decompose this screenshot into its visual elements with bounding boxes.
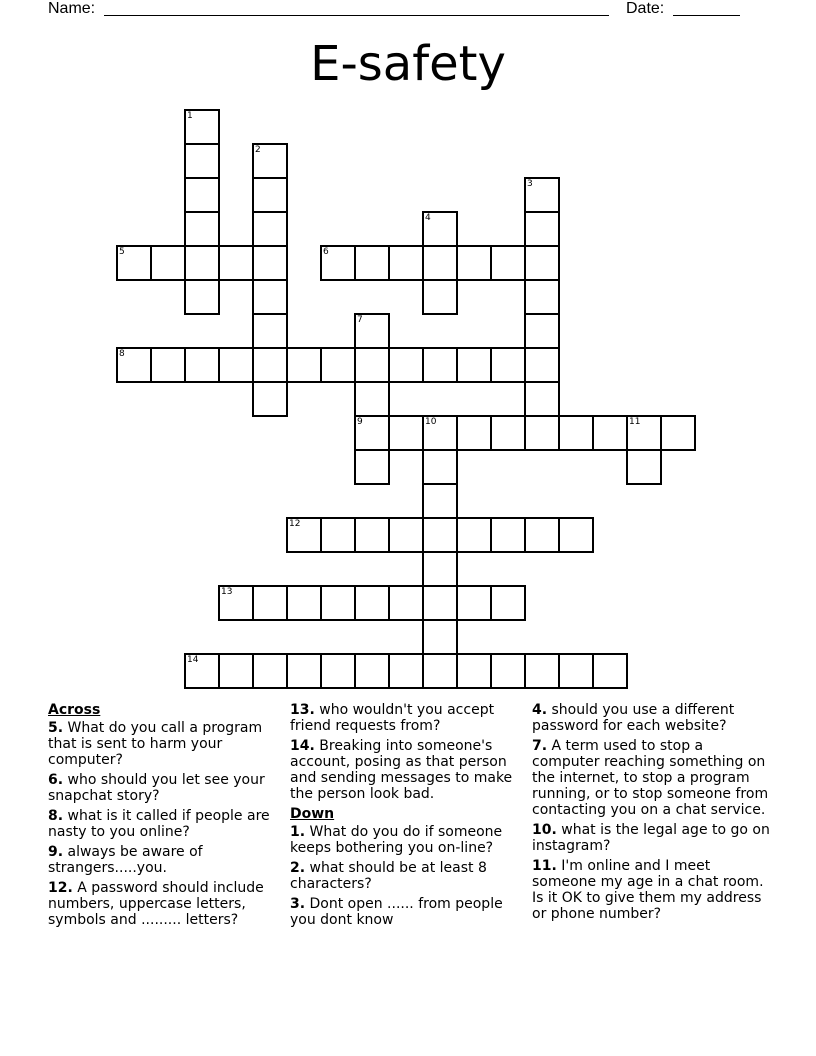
grid-cell[interactable]	[490, 653, 526, 689]
grid-cell[interactable]	[218, 245, 254, 281]
grid-cell[interactable]	[422, 517, 458, 553]
grid-cell[interactable]	[354, 653, 390, 689]
grid-cell[interactable]	[388, 653, 424, 689]
grid-cell[interactable]	[626, 449, 662, 485]
clue-number: 10.	[532, 822, 557, 838]
clue-number: 12.	[48, 880, 73, 896]
cell-number: 14	[187, 655, 199, 665]
clue-text: should you use a different password for each website?	[532, 702, 735, 734]
grid-cell[interactable]	[524, 347, 560, 383]
grid-cell[interactable]	[184, 109, 220, 145]
grid-cell[interactable]	[558, 653, 594, 689]
clue-text: I'm online and I meet someone my age in a chat room. Is it OK to give them my address or phone number?	[532, 858, 764, 922]
clue-across-8	[48, 808, 280, 840]
grid-cell[interactable]	[354, 449, 390, 485]
grid-cell[interactable]	[524, 313, 560, 349]
clue-text: Dont open ...... from people you dont know	[290, 896, 503, 928]
grid-cell[interactable]	[592, 653, 628, 689]
grid-cell[interactable]	[456, 245, 492, 281]
grid-cell[interactable]	[184, 177, 220, 213]
grid-cell[interactable]	[524, 653, 560, 689]
cell-number: 11	[629, 417, 641, 427]
clue-number: 7.	[532, 738, 548, 754]
grid-cell[interactable]	[252, 279, 288, 315]
grid-cell[interactable]	[150, 347, 186, 383]
grid-cell[interactable]	[354, 347, 390, 383]
grid-cell[interactable]	[286, 517, 322, 553]
grid-cell[interactable]	[524, 177, 560, 213]
grid-cell[interactable]	[218, 347, 254, 383]
clues-column-1	[48, 702, 280, 932]
clue-down-11	[532, 858, 772, 922]
grid-cell[interactable]	[252, 347, 288, 383]
clue-text: Breaking into someone's account, posing as that person and sending messages to make the person look bad.	[290, 738, 513, 802]
cell-number: 5	[119, 247, 125, 257]
grid-cell[interactable]	[354, 313, 390, 349]
clue-down-1	[290, 824, 526, 856]
grid-cell[interactable]	[320, 517, 356, 553]
grid-cell[interactable]	[252, 211, 288, 247]
grid-cell[interactable]	[626, 415, 662, 451]
clue-text: what should be at least 8 characters?	[290, 860, 487, 892]
grid-cell[interactable]	[252, 313, 288, 349]
clue-number: 13.	[290, 702, 315, 718]
grid-cell[interactable]	[490, 517, 526, 553]
clue-number: 3.	[290, 896, 306, 912]
clue-down-10	[532, 822, 772, 854]
grid-cell[interactable]	[592, 415, 628, 451]
grid-cell[interactable]	[524, 245, 560, 281]
grid-cell[interactable]	[184, 347, 220, 383]
grid-cell[interactable]	[490, 585, 526, 621]
grid-cell[interactable]	[184, 143, 220, 179]
clue-down-3	[290, 896, 526, 928]
cell-number: 10	[425, 417, 437, 427]
cell-number: 12	[289, 519, 301, 529]
clue-number: 11.	[532, 858, 557, 874]
grid-cell[interactable]	[354, 245, 390, 281]
grid-cell[interactable]	[354, 517, 390, 553]
grid-cell[interactable]	[252, 653, 288, 689]
clue-number: 2.	[290, 860, 306, 876]
grid-cell[interactable]	[422, 245, 458, 281]
grid-cell[interactable]	[422, 347, 458, 383]
grid-cell[interactable]	[320, 585, 356, 621]
clues-column-2	[290, 702, 526, 932]
clue-across-14	[290, 738, 526, 802]
grid-cell[interactable]	[524, 211, 560, 247]
grid-cell[interactable]	[320, 347, 356, 383]
grid-cell[interactable]	[422, 449, 458, 485]
grid-cell[interactable]	[252, 245, 288, 281]
grid-cell[interactable]	[388, 245, 424, 281]
clue-down-7	[532, 738, 772, 818]
clue-across-13	[290, 702, 526, 734]
grid-cell[interactable]	[524, 517, 560, 553]
grid-cell[interactable]	[354, 585, 390, 621]
grid-cell[interactable]	[490, 245, 526, 281]
grid-cell[interactable]	[388, 415, 424, 451]
grid-cell[interactable]	[558, 415, 594, 451]
cell-number: 6	[323, 247, 329, 257]
grid-cell[interactable]	[422, 415, 458, 451]
grid-cell[interactable]	[456, 653, 492, 689]
grid-cell[interactable]	[524, 279, 560, 315]
grid-cell[interactable]	[286, 585, 322, 621]
clue-text: What do you do if someone keeps bothering you on-line?	[290, 824, 503, 856]
grid-cell[interactable]	[286, 347, 322, 383]
clue-text: What do you call a program that is sent to harm your computer?	[48, 720, 263, 768]
clue-text: A password should include numbers, uppercase letters, symbols and ......... letters?	[48, 880, 264, 928]
grid-cell[interactable]	[252, 585, 288, 621]
grid-cell[interactable]	[422, 653, 458, 689]
grid-cell[interactable]	[422, 483, 458, 519]
cell-number: 4	[425, 213, 431, 223]
grid-cell[interactable]	[252, 143, 288, 179]
clue-across-6	[48, 772, 280, 804]
grid-cell[interactable]	[184, 653, 220, 689]
grid-cell[interactable]	[422, 279, 458, 315]
grid-cell[interactable]	[388, 347, 424, 383]
clue-number: 6.	[48, 772, 64, 788]
grid-cell[interactable]	[388, 517, 424, 553]
clues-column-3	[532, 702, 772, 926]
grid-cell[interactable]	[218, 653, 254, 689]
clue-text: what is the legal age to go on instagram?	[532, 822, 770, 854]
clue-text: A term used to stop a computer reaching something on the internet, to stop a program running, or to stop someone from contacting you on a chat service.	[532, 738, 769, 818]
clue-number: 9.	[48, 844, 64, 860]
clue-number: 14.	[290, 738, 315, 754]
clue-across-12	[48, 880, 280, 928]
clue-number: 8.	[48, 808, 64, 824]
grid-cell[interactable]	[218, 585, 254, 621]
grid-cell[interactable]	[116, 347, 152, 383]
cell-number: 9	[357, 417, 363, 427]
clue-text: always be aware of strangers.....you.	[48, 844, 203, 876]
grid-cell[interactable]	[184, 211, 220, 247]
grid-cell[interactable]	[354, 381, 390, 417]
grid-cell[interactable]	[490, 347, 526, 383]
grid-cell[interactable]	[252, 381, 288, 417]
clue-across-9	[48, 844, 280, 876]
grid-cell[interactable]	[456, 585, 492, 621]
grid-cell[interactable]	[354, 415, 390, 451]
grid-cell[interactable]	[456, 415, 492, 451]
cell-number: 3	[527, 179, 533, 189]
clue-text: who should you let see your snapchat story?	[48, 772, 265, 804]
grid-cell[interactable]	[422, 585, 458, 621]
grid-cell[interactable]	[524, 415, 560, 451]
cell-number: 13	[221, 587, 233, 597]
grid-cell[interactable]	[116, 245, 152, 281]
clue-number: 5.	[48, 720, 64, 736]
grid-cell[interactable]	[524, 381, 560, 417]
grid-cell[interactable]	[184, 245, 220, 281]
grid-cell[interactable]	[320, 245, 356, 281]
grid-cell[interactable]	[286, 653, 322, 689]
grid-cell[interactable]	[150, 245, 186, 281]
grid-cell[interactable]	[490, 415, 526, 451]
cell-number: 1	[187, 111, 193, 121]
grid-cell[interactable]	[252, 177, 288, 213]
clue-across-5	[48, 720, 280, 768]
grid-cell[interactable]	[320, 653, 356, 689]
grid-cell[interactable]	[558, 517, 594, 553]
date-label: Date:	[626, 0, 665, 17]
clue-down-2	[290, 860, 526, 892]
grid-cell[interactable]	[660, 415, 696, 451]
page-title: E-safety	[310, 36, 506, 92]
clue-number: 1.	[290, 824, 306, 840]
grid-cell[interactable]	[422, 619, 458, 655]
clue-text: who wouldn't you accept friend requests from?	[290, 702, 495, 734]
clue-text: what is it called if people are nasty to you online?	[48, 808, 270, 840]
clue-number: 4.	[532, 702, 548, 718]
across-heading: Across	[48, 702, 101, 718]
cell-number: 8	[119, 349, 125, 359]
grid-cell[interactable]	[456, 517, 492, 553]
grid-cell[interactable]	[422, 551, 458, 587]
name-label: Name:	[48, 0, 96, 17]
grid-cell[interactable]	[422, 211, 458, 247]
grid-cell[interactable]	[184, 279, 220, 315]
cell-number: 7	[357, 315, 363, 325]
down-heading: Down	[290, 806, 335, 822]
clue-down-4	[532, 702, 772, 734]
cell-number: 2	[255, 145, 261, 155]
grid-cell[interactable]	[456, 347, 492, 383]
grid-cell[interactable]	[388, 585, 424, 621]
